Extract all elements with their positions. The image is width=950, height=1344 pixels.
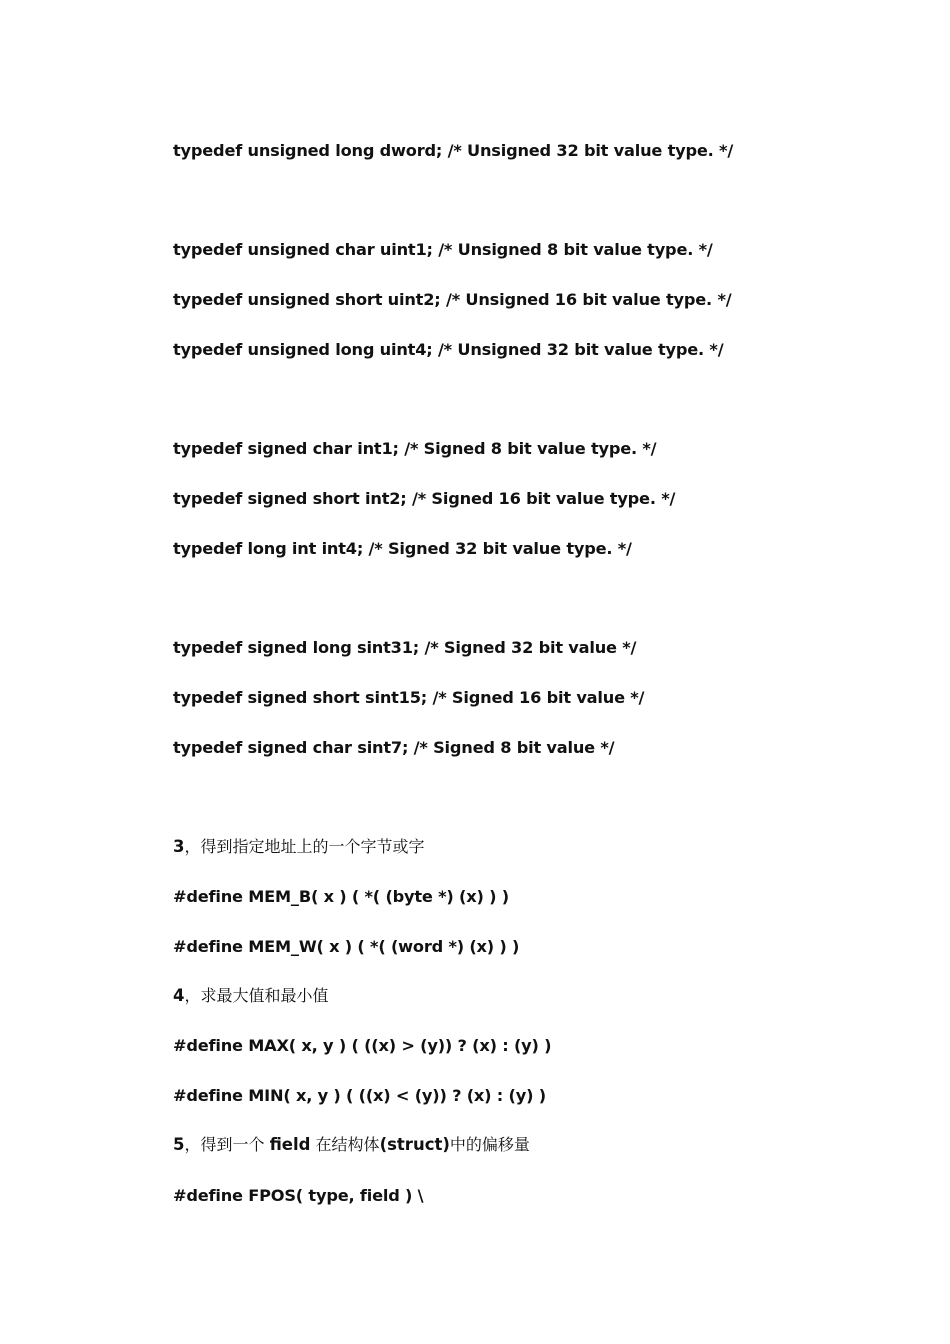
section-5-text-1: ，得到一个 <box>184 1135 270 1154</box>
typedef-sint15: typedef signed short sint15; /* Signed 16 bit value */ <box>173 688 645 707</box>
typedef-uint1: typedef unsigned char uint1; /* Unsigned 8 bit value type. */ <box>173 240 713 259</box>
typedef-uint2: typedef unsigned short uint2; /* Unsigned 16 bit value type. */ <box>173 290 732 309</box>
section-5-number: 5 <box>173 1135 185 1154</box>
section-5-text-3: 中的偏移量 <box>449 1135 530 1154</box>
typedef-int4: typedef long int int4; /* Signed 32 bit value type. */ <box>173 539 632 558</box>
typedef-int1: typedef signed char int1; /* Signed 8 bit value type. */ <box>173 439 657 458</box>
typedef-uint4: typedef unsigned long uint4; /* Unsigned 32 bit value type. */ <box>173 340 724 359</box>
define-fpos: #define FPOS( type, field ) \ <box>173 1186 424 1205</box>
typedef-sint7: typedef signed char sint7; /* Signed 8 bit value */ <box>173 738 615 757</box>
typedef-int2: typedef signed short int2; /* Signed 16 bit value type. */ <box>173 489 676 508</box>
section-3-number: 3 <box>173 837 185 856</box>
section-4-number: 4 <box>173 986 185 1005</box>
typedef-sint31: typedef signed long sint31; /* Signed 32 bit value */ <box>173 638 637 657</box>
section-4-heading <box>173 985 329 1007</box>
section-3-text: ，得到指定地址上的一个字节或字 <box>184 837 425 856</box>
section-3-heading <box>173 836 425 858</box>
define-min: #define MIN( x, y ) ( ((x) < (y)) ? (x) : (y) ) <box>173 1086 546 1105</box>
section-5-field-word: field <box>269 1135 311 1154</box>
define-mem-b: #define MEM_B( x ) ( *( (byte *) (x) ) ) <box>173 887 509 906</box>
section-4-text: ，求最大值和最小值 <box>184 986 329 1005</box>
section-5-text-2: 在结构体 <box>310 1135 380 1154</box>
define-mem-w: #define MEM_W( x ) ( *( (word *) (x) ) ) <box>173 937 520 956</box>
define-max: #define MAX( x, y ) ( ((x) > (y)) ? (x) : (y) ) <box>173 1036 552 1055</box>
section-5-heading <box>173 1134 530 1156</box>
typedef-dword: typedef unsigned long dword; /* Unsigned 32 bit value type. */ <box>173 141 734 160</box>
section-5-struct-word: (struct) <box>379 1135 450 1154</box>
